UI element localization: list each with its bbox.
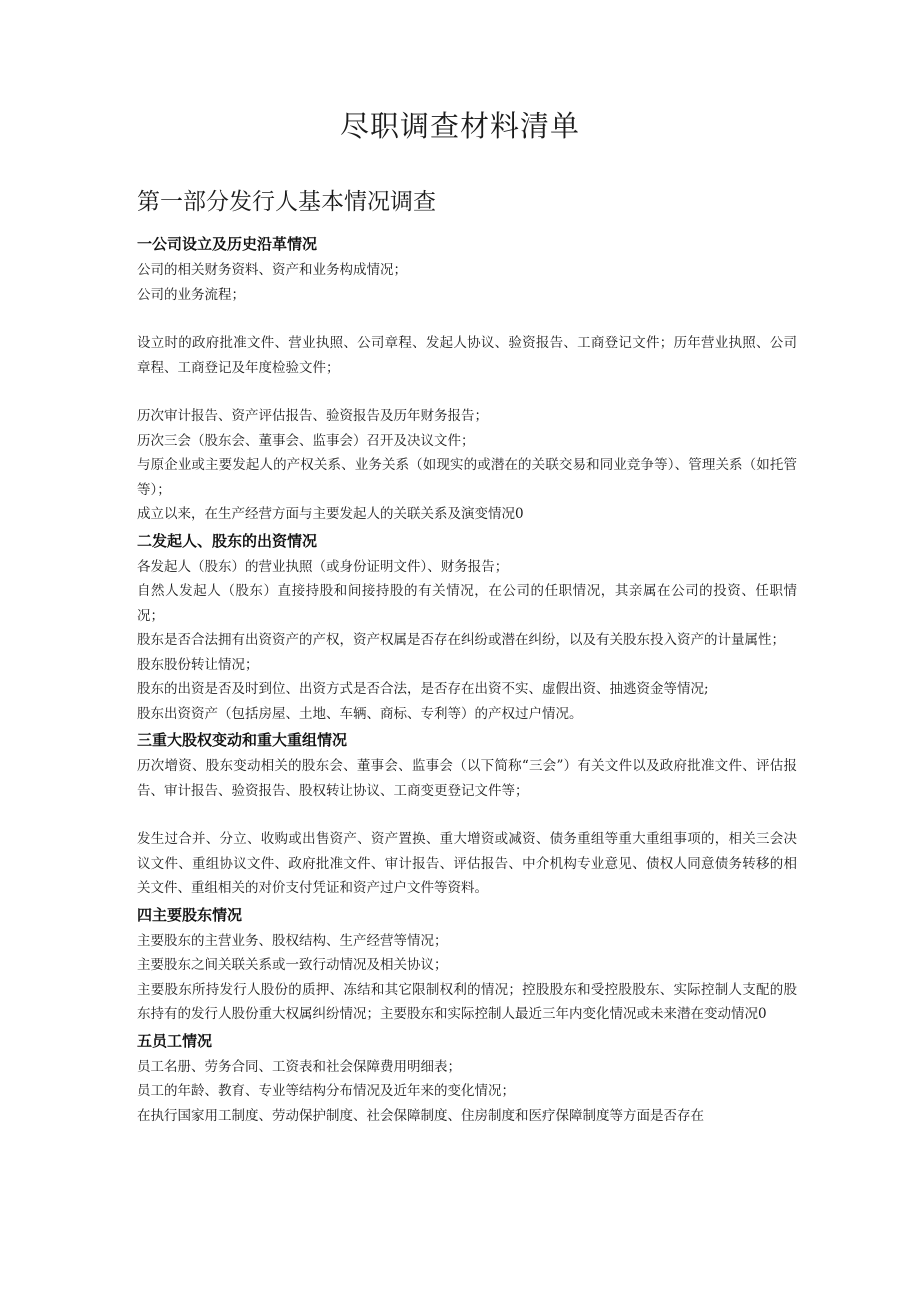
- list-item: 各发起人（股东）的营业执照（或身份证明文件）、财务报告；: [137, 558, 509, 575]
- paragraph-gap: [137, 803, 797, 827]
- section-5: [137, 1029, 797, 1129]
- list-item: 员工的年龄、教育、专业等结构分布情况及近年来的变化情况；: [137, 1083, 515, 1099]
- list-item: 发生过合并、分立、收购或出售资产、资产置换、重大增资或减资、债务重组等重大重组事项的，相关三会决议文件、重组协议文件、政府批准文件、审计报告、评估报告、中介机构专业意见、债权人同意债务转移的相关文件、重组相关的对价支付凭证和资产过户文件等资料。: [137, 831, 797, 896]
- paragraph-gap: [137, 307, 797, 331]
- section-heading: 五员工情况: [137, 1031, 213, 1050]
- list-item: 设立时的政府批准文件、营业执照、公司章程、发起人协议、验资报告、工商登记文件；历年营业执照、公司章程、工商登记及年度检验文件；: [137, 335, 797, 376]
- list-item: 主要股东所持发行人股份的质押、冻结和其它限制权利的情况；控股股东和受控股股东、实际控制人支配的股东持有的发行人股份重大权属纠纷情况；主要股东和实际控制人最近三年内变化情况或未来潜在变动情况0: [137, 981, 797, 1022]
- list-item: 历次增资、股东变动相关的股东会、董事会、监事会（以下简称“三会”）有关文件以及政府批准文件、评估报告、审计报告、验资报告、股权转让协议、工商变更登记文件等；: [137, 758, 797, 799]
- document-title: 尽职调查材料清单: [339, 109, 580, 143]
- list-item: 主要股东的主营业务、股权结构、生产经营等情况；: [137, 932, 448, 949]
- list-item: 历次三会（股东会、董事会、监事会）召开及决议文件；: [137, 432, 475, 449]
- section-heading: 二发起人、股东的出资情况: [137, 531, 318, 550]
- list-item: 自然人发起人（股东）直接持股和间接持股的有关情况，在公司的任职情况，其亲属在公司的投资、任职情况；: [137, 583, 797, 624]
- list-item: 在执行国家用工制度、劳动保护制度、社会保障制度、住房制度和医疗保障制度等方面是否存在: [137, 1107, 704, 1124]
- section-heading: 一公司设立及历史沿革情况: [137, 235, 318, 253]
- section-2: [137, 529, 797, 727]
- list-item: 与原企业或主要发起人的产权关系、业务关系（如现实的或潜在的关联交易和同业竞争等）、管理关系（如托管等）；: [137, 457, 797, 498]
- list-item: 历次审计报告、资产评估报告、验资报告及历年财务报告；: [137, 408, 488, 424]
- section-4: [137, 903, 797, 1027]
- paragraph-gap: [137, 380, 797, 404]
- list-item: 成立以来，在生产经营方面与主要发起人的关联关系及演变情况0: [137, 506, 524, 522]
- document-body: [137, 232, 797, 1130]
- list-item: 公司的业务流程；: [137, 286, 245, 303]
- list-item: 员工名册、劳务合同、工资表和社会保障费用明细表；: [137, 1058, 461, 1075]
- section-heading: 三重大股权变动和重大重组情况: [137, 731, 348, 749]
- list-item: 公司的相关财务资料、资产和业务构成情况；: [137, 262, 407, 278]
- list-item: 股东是否合法拥有出资资产的产权，资产权属是否存在纠纷或潜在纠纷，以及有关股东投入资产的计量属性；: [137, 632, 785, 648]
- section-3: [137, 728, 797, 901]
- list-item: 主要股东之间关联关系或一致行动情况及相关协议；: [137, 957, 448, 973]
- section-heading: 四主要股东情况: [137, 905, 243, 924]
- list-item: 股东出资资产（包括房屋、土地、车辆、商标、专利等）的产权过户情况。: [137, 705, 583, 722]
- list-item: 股东的出资是否及时到位、出资方式是否合法，是否存在出资不实、虚假出资、抽逃资金等情况;: [137, 681, 709, 697]
- part-title: 第一部分发行人基本情况调查: [137, 189, 436, 215]
- list-item: 股东股份转让情况；: [137, 656, 259, 673]
- section-1: [137, 232, 797, 527]
